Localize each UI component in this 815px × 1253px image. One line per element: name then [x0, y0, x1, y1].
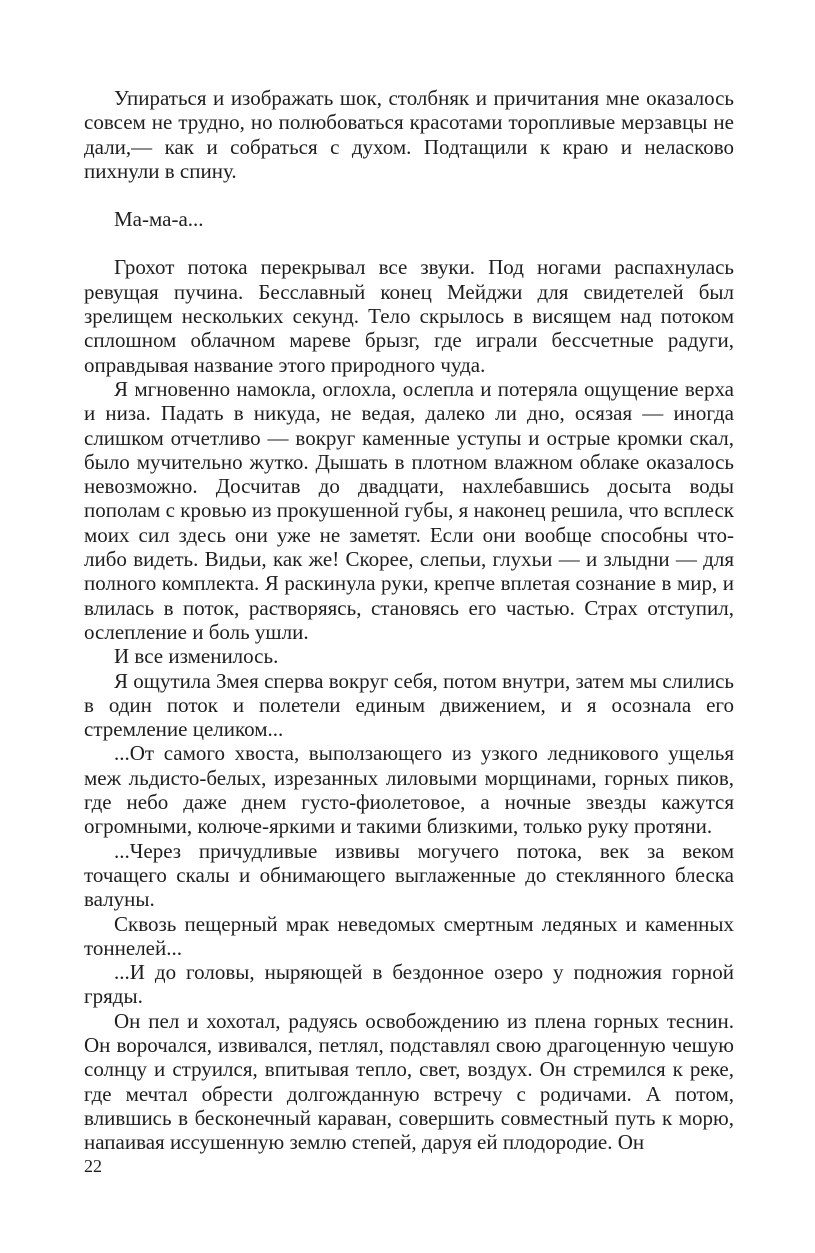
paragraph-11: Он пел и хохотал, радуясь освобождению из плена горных теснин. Он ворочался, извивался, петлял, подставлял свою драгоценную чешую солнцу и струился, впитывая тепло, свет, воздух. Он стремился к реке, где мечтал обрести долгожданную встречу с родичами. А потом, влившись в бесконечный караван, совершить совместный путь к морю, напаивая иссушенную землю степей, даруя ей плодородие. Он [84, 1008, 734, 1155]
paragraph-8: ...Через причудливые извивы могучего потока, век за веком точащего скалы и обнимающего выглаженные до стеклянного блеска валуны. [84, 838, 734, 912]
paragraph-3: Грохот потока перекрывал все звуки. Под ногами распахнулась ревущая пучина. Бесславный конец Мейджи для свидетелей был зрелищем нескольких секунд. Тело скрылось в висящем над потоком сплошном облачном мареве брызг, где играли бессчетные радуги, оправдывая название этого природного чуда. [84, 255, 734, 377]
paragraph-2: Ма-ма-а... [114, 207, 204, 232]
paragraph-10: ...И до головы, ныряющей в бездонное озеро у подножия горной гряды. [84, 960, 734, 1009]
paragraph-5: И все изменилось. [114, 644, 279, 669]
page-number: 22 [84, 1156, 102, 1176]
paragraph-4: Я мгновенно намокла, оглохла, ослепла и потеряла ощущение верха и низа. Падать в никуда, не ведая, далеко ли дно, осязая — иногда слишком отчетливо — вокруг каменные уступы и острые кромки скал, было мучительно жутко. Дышать в плотном влажном облаке оказалось невозможно. Досчитав до двадцати, нахлебавшись досыта воды пополам с кровью из прокушенной губы, я наконец решила, что всплеск моих сил здесь они уже не заметят. Если они вообще способны что-либо видеть. Видьи, как же! Скорее, слепьи, глухьи — и злыдни — для полного комплекта. Я раскинула руки, крепче вплетая сознание в мир, и влилась в поток, растворяясь, становясь его частью. Страх отступил, ослепление и боль ушли. [84, 376, 734, 644]
page-text [84, 86, 734, 1154]
paragraph-6: Я ощутила Змея сперва вокруг себя, потом внутри, затем мы слились в один поток и полетели единым движением, и я осознала его стремление целиком... [84, 668, 734, 742]
paragraph-9: Сквозь пещерный мрак неведомых смертным ледяных и каменных тоннелей... [84, 911, 734, 960]
paragraph-1: Упираться и изображать шок, столбняк и причитания мне оказалось совсем не трудно, но полюбоваться красотами торопливые мерзавцы не дали,— как и собраться с духом. Подтащили к краю и неласково пихнули в спину. [84, 86, 734, 183]
paragraph-7: ...От самого хвоста, выползающего из узкого ледникового ущелья меж льдисто-белых, изрезанных лиловыми морщинами, горных пиков, где небо даже днем густо-фиолетовое, а ночные звезды кажутся огромными, колюче-яркими и такими близкими, только руку протяни. [84, 741, 734, 839]
